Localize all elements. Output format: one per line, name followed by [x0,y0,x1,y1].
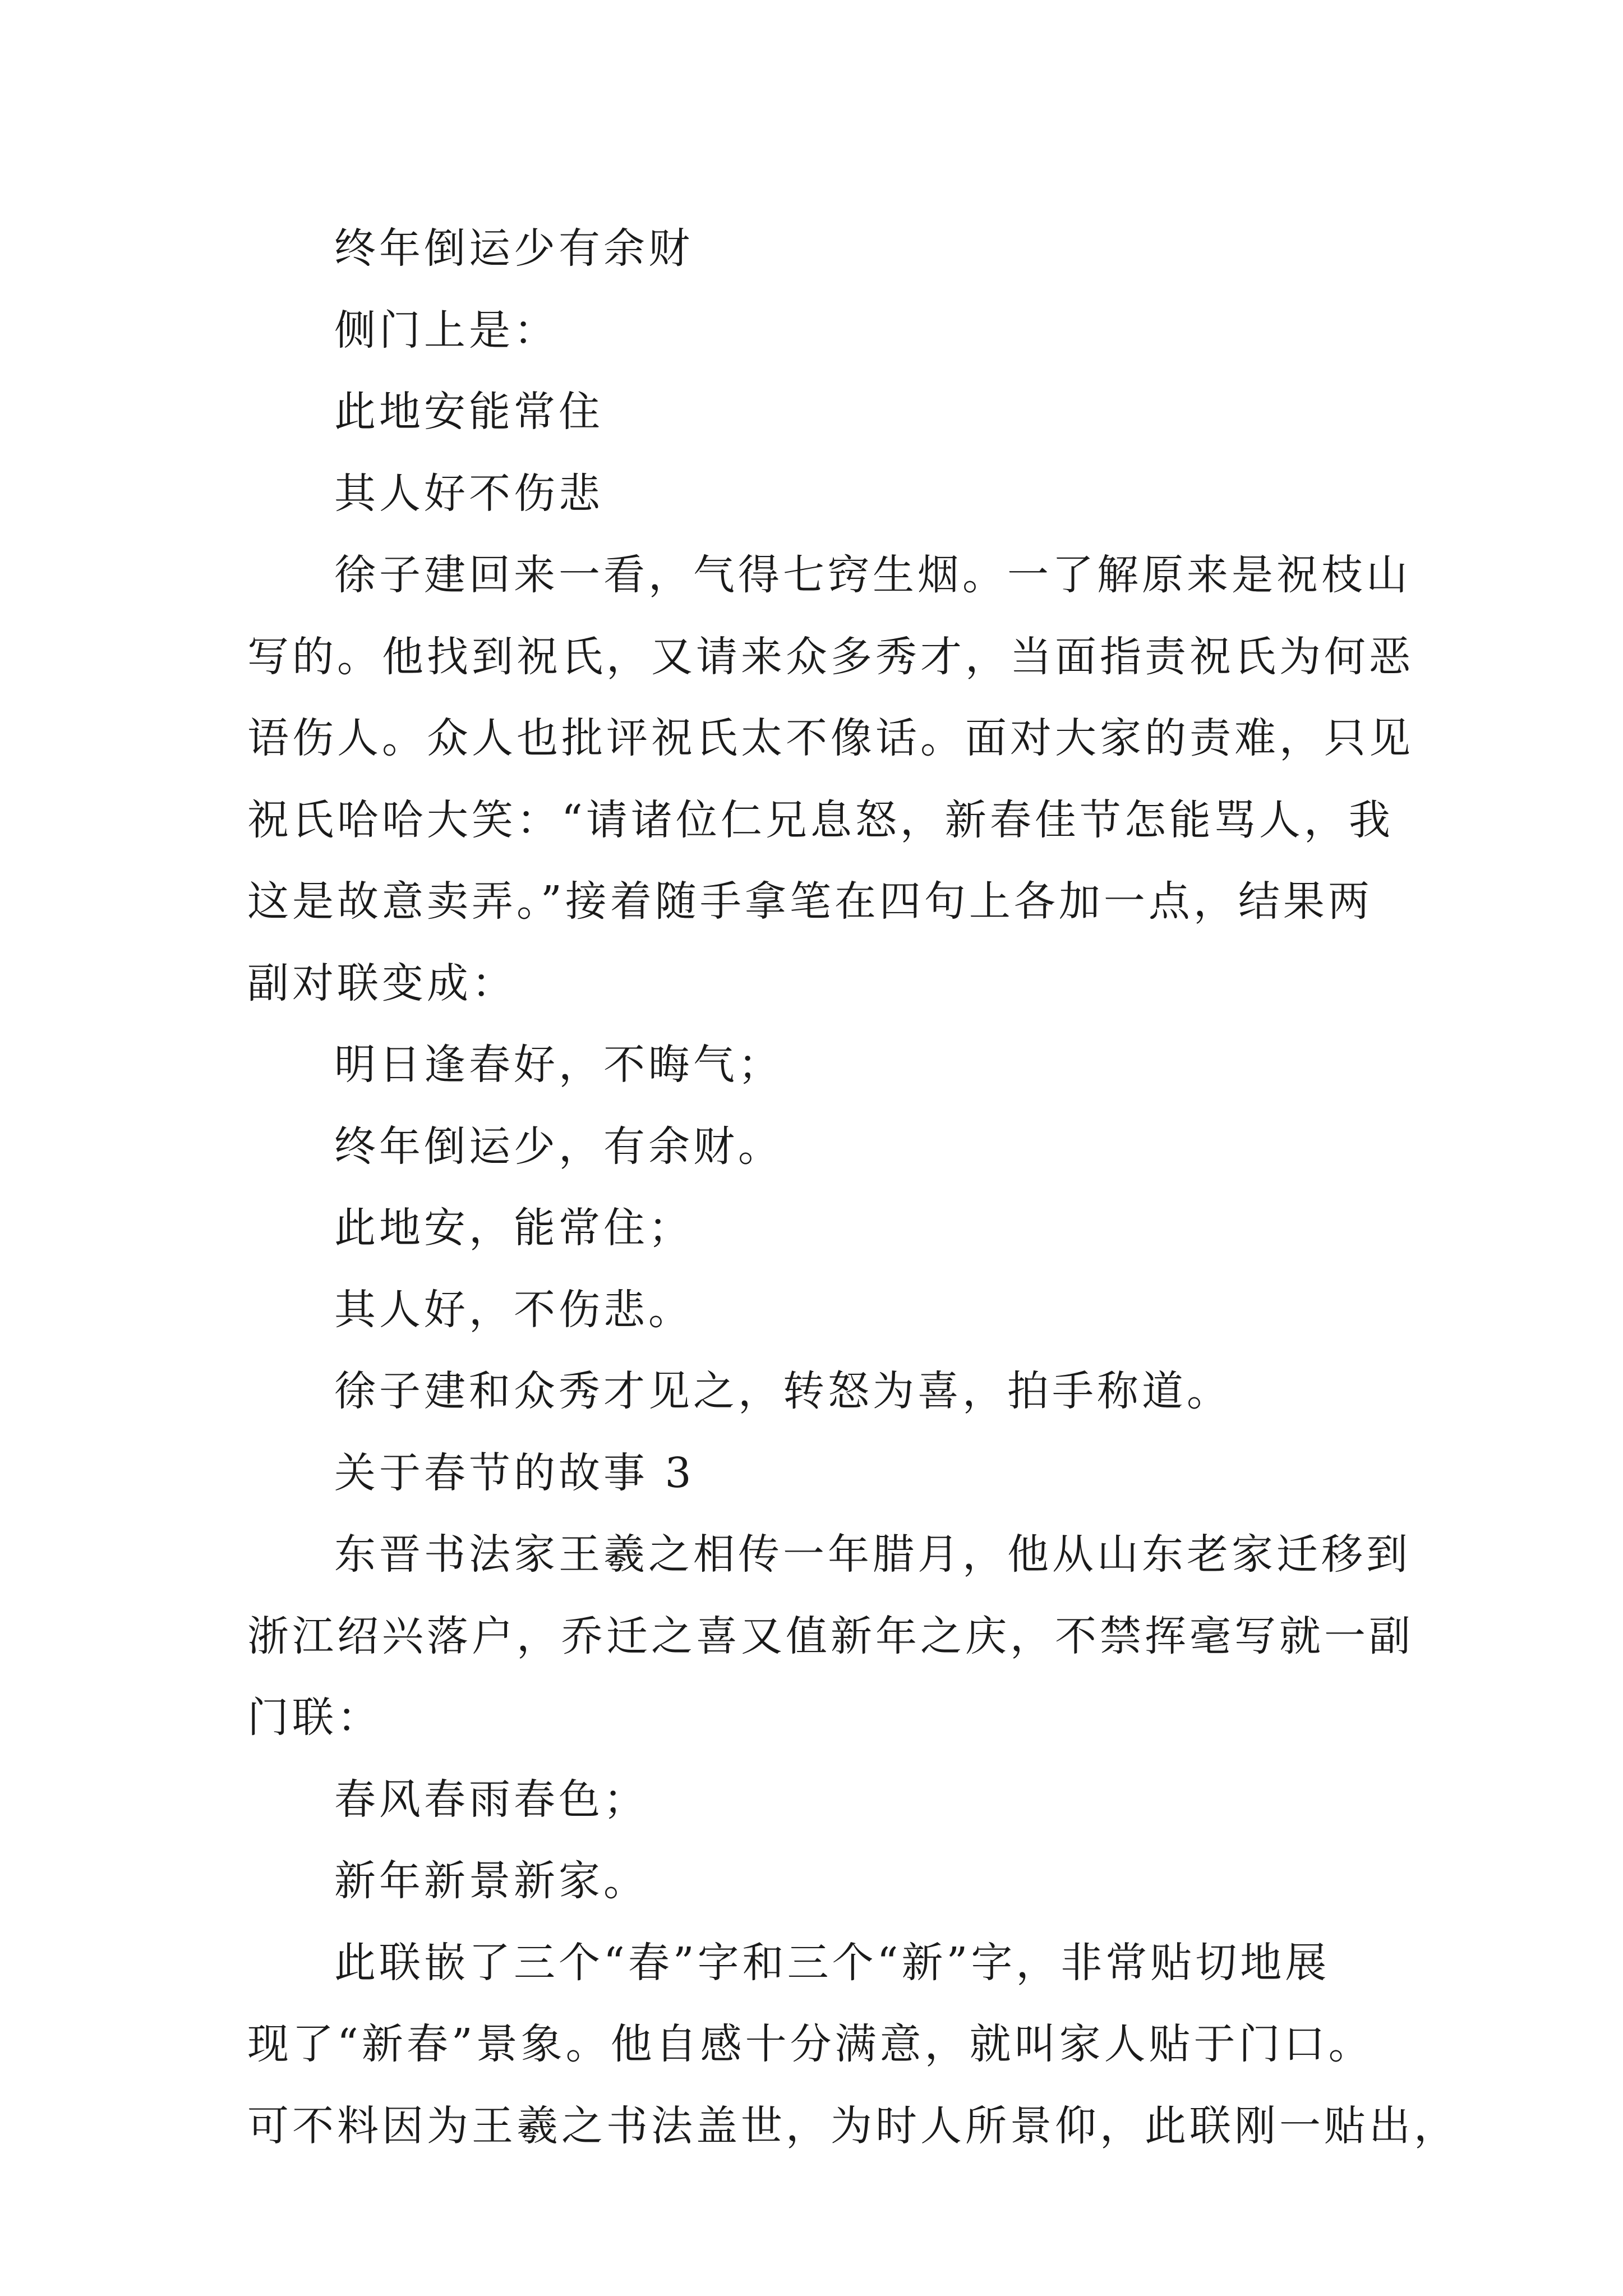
couplet-line: 终年倒运少，有余财。 [334,1122,783,1171]
paragraph-line: 东晋书法家王羲之相传一年腊月，他从山东老家迁移到 [334,1530,1411,1579]
text-line: 此地安能常住 [334,388,603,436]
text-line: 侧门上是： [334,306,559,355]
text-line: 其人好不伤悲 [334,469,603,518]
couplet-line: 明日逢春好，不晦气； [334,1041,783,1089]
paragraph-line: 徐子建和众秀才见之，转怒为喜，拍手称道。 [334,1367,1232,1415]
paragraph-line: 语伤人。众人也批评祝氏太不像话。面对大家的责难，只见 [247,714,1414,762]
paragraph-line: 浙江绍兴落户，乔迁之喜又值新年之庆，不禁挥毫写就一副 [247,1612,1414,1660]
paragraph-line: 这是故意卖弄。”接着随手拿笔在四句上各加一点，结果两 [247,877,1373,926]
document-body [247,208,1459,2167]
paragraph-line: 可不料因为王羲之书法盖世，为时人所景仰，此联刚一贴出， [247,2101,1459,2150]
paragraph-line: 现了“新春”景象。他自感十分满意，就叫家人贴于门口。 [247,2020,1373,2068]
couplet-line: 此地安，能常住； [334,1204,693,1252]
paragraph-line: 祝氏哈哈大笑：“请诸位仁兄息怒，新春佳节怎能骂人，我 [247,795,1394,844]
text-line: 终年倒运少有余财 [334,224,693,273]
paragraph-line: 此联嵌了三个“春”字和三个“新”字，非常贴切地展 [334,1938,1330,1987]
couplet-line: 新年新景新家。 [334,1857,648,1905]
couplet-line: 其人好，不伤悲。 [334,1285,693,1334]
couplet-line: 春风春雨春色； [334,1775,648,1824]
section-heading: 关于春节的故事 3 [334,1448,695,1497]
paragraph-line: 写的。他找到祝氏，又请来众多秀才，当面指责祝氏为何恶 [247,632,1414,681]
paragraph-line: 徐子建回来一看，气得七窍生烟。一了解原来是祝枝山 [334,551,1411,599]
paragraph-line: 副对联变成： [247,959,517,1007]
paragraph-line: 门联： [247,1694,382,1742]
